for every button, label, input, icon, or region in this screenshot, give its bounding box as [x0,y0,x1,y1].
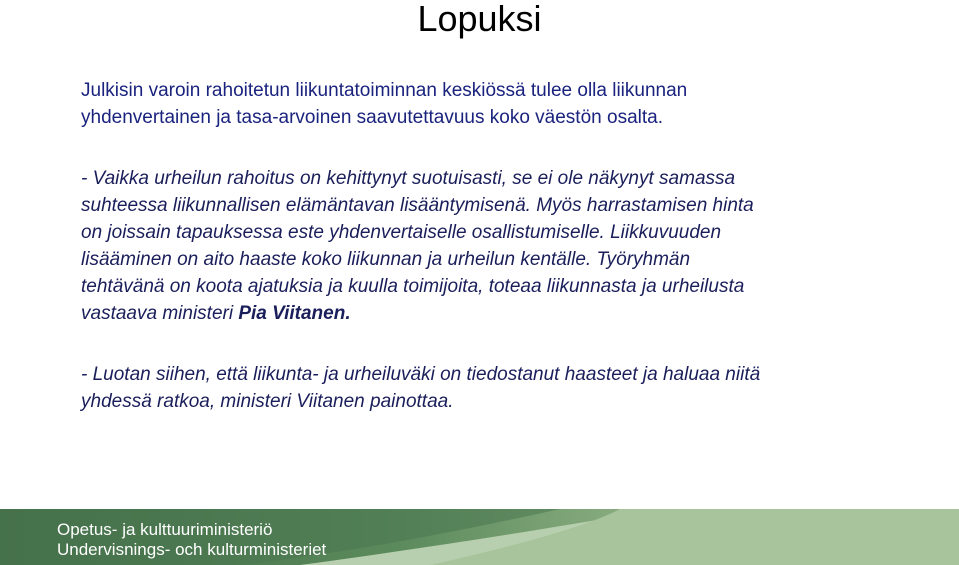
quote1-line-4: lisääminen on aito haaste koko liikunnan ja urheilun kentälle. Työryhmän [81,249,691,270]
quote2-line-1: - Luotan siihen, että liikunta- ja urheiluväki on tiedostanut haasteet ja haluaa niitä [81,364,761,385]
footer-band [0,509,959,565]
ministry-name-swedish: Undervisnings- och kulturministeriet [57,540,327,559]
quote1-line-6 [81,300,901,327]
quote1-line-2: suhteessa liikunnallisen elämäntavan lisääntymisenä. Myös harrastamisen hinta [81,195,754,216]
quote2-line-2: yhdessä ratkoa, ministeri Viitanen painottaa. [81,391,454,412]
page-title: Lopuksi [417,0,542,39]
quote-paragraph-1 [81,165,901,327]
main-content [81,77,901,415]
quote-paragraph-2 [81,361,901,415]
intro-line-1: Julkisin varoin rahoitetun liikuntatoiminnan keskiössä tulee olla liikunnan [81,80,688,101]
quote1-line-3: on joissain tapauksessa este yhdenvertaiselle osallistumiselle. Liikkuvuuden [81,222,722,243]
minister-name: Pia Viitanen. [238,303,351,324]
intro-line-2: yhdenvertainen ja tasa-arvoinen saavutettavuus koko väestön osalta. [81,107,663,128]
ministry-name-finnish: Opetus- ja kulttuuriministeriö [57,520,273,539]
quote1-line-6-prefix: vastaava ministeri [81,303,239,324]
intro-paragraph [81,77,901,131]
quote1-line-5: tehtävänä on koota ajatuksia ja kuulla toimijoita, toteaa liikunnasta ja urheilusta [81,276,745,297]
quote1-line-1: - Vaikka urheilun rahoitus on kehittynyt suotuisasti, se ei ole näkynyt samassa [81,168,736,189]
